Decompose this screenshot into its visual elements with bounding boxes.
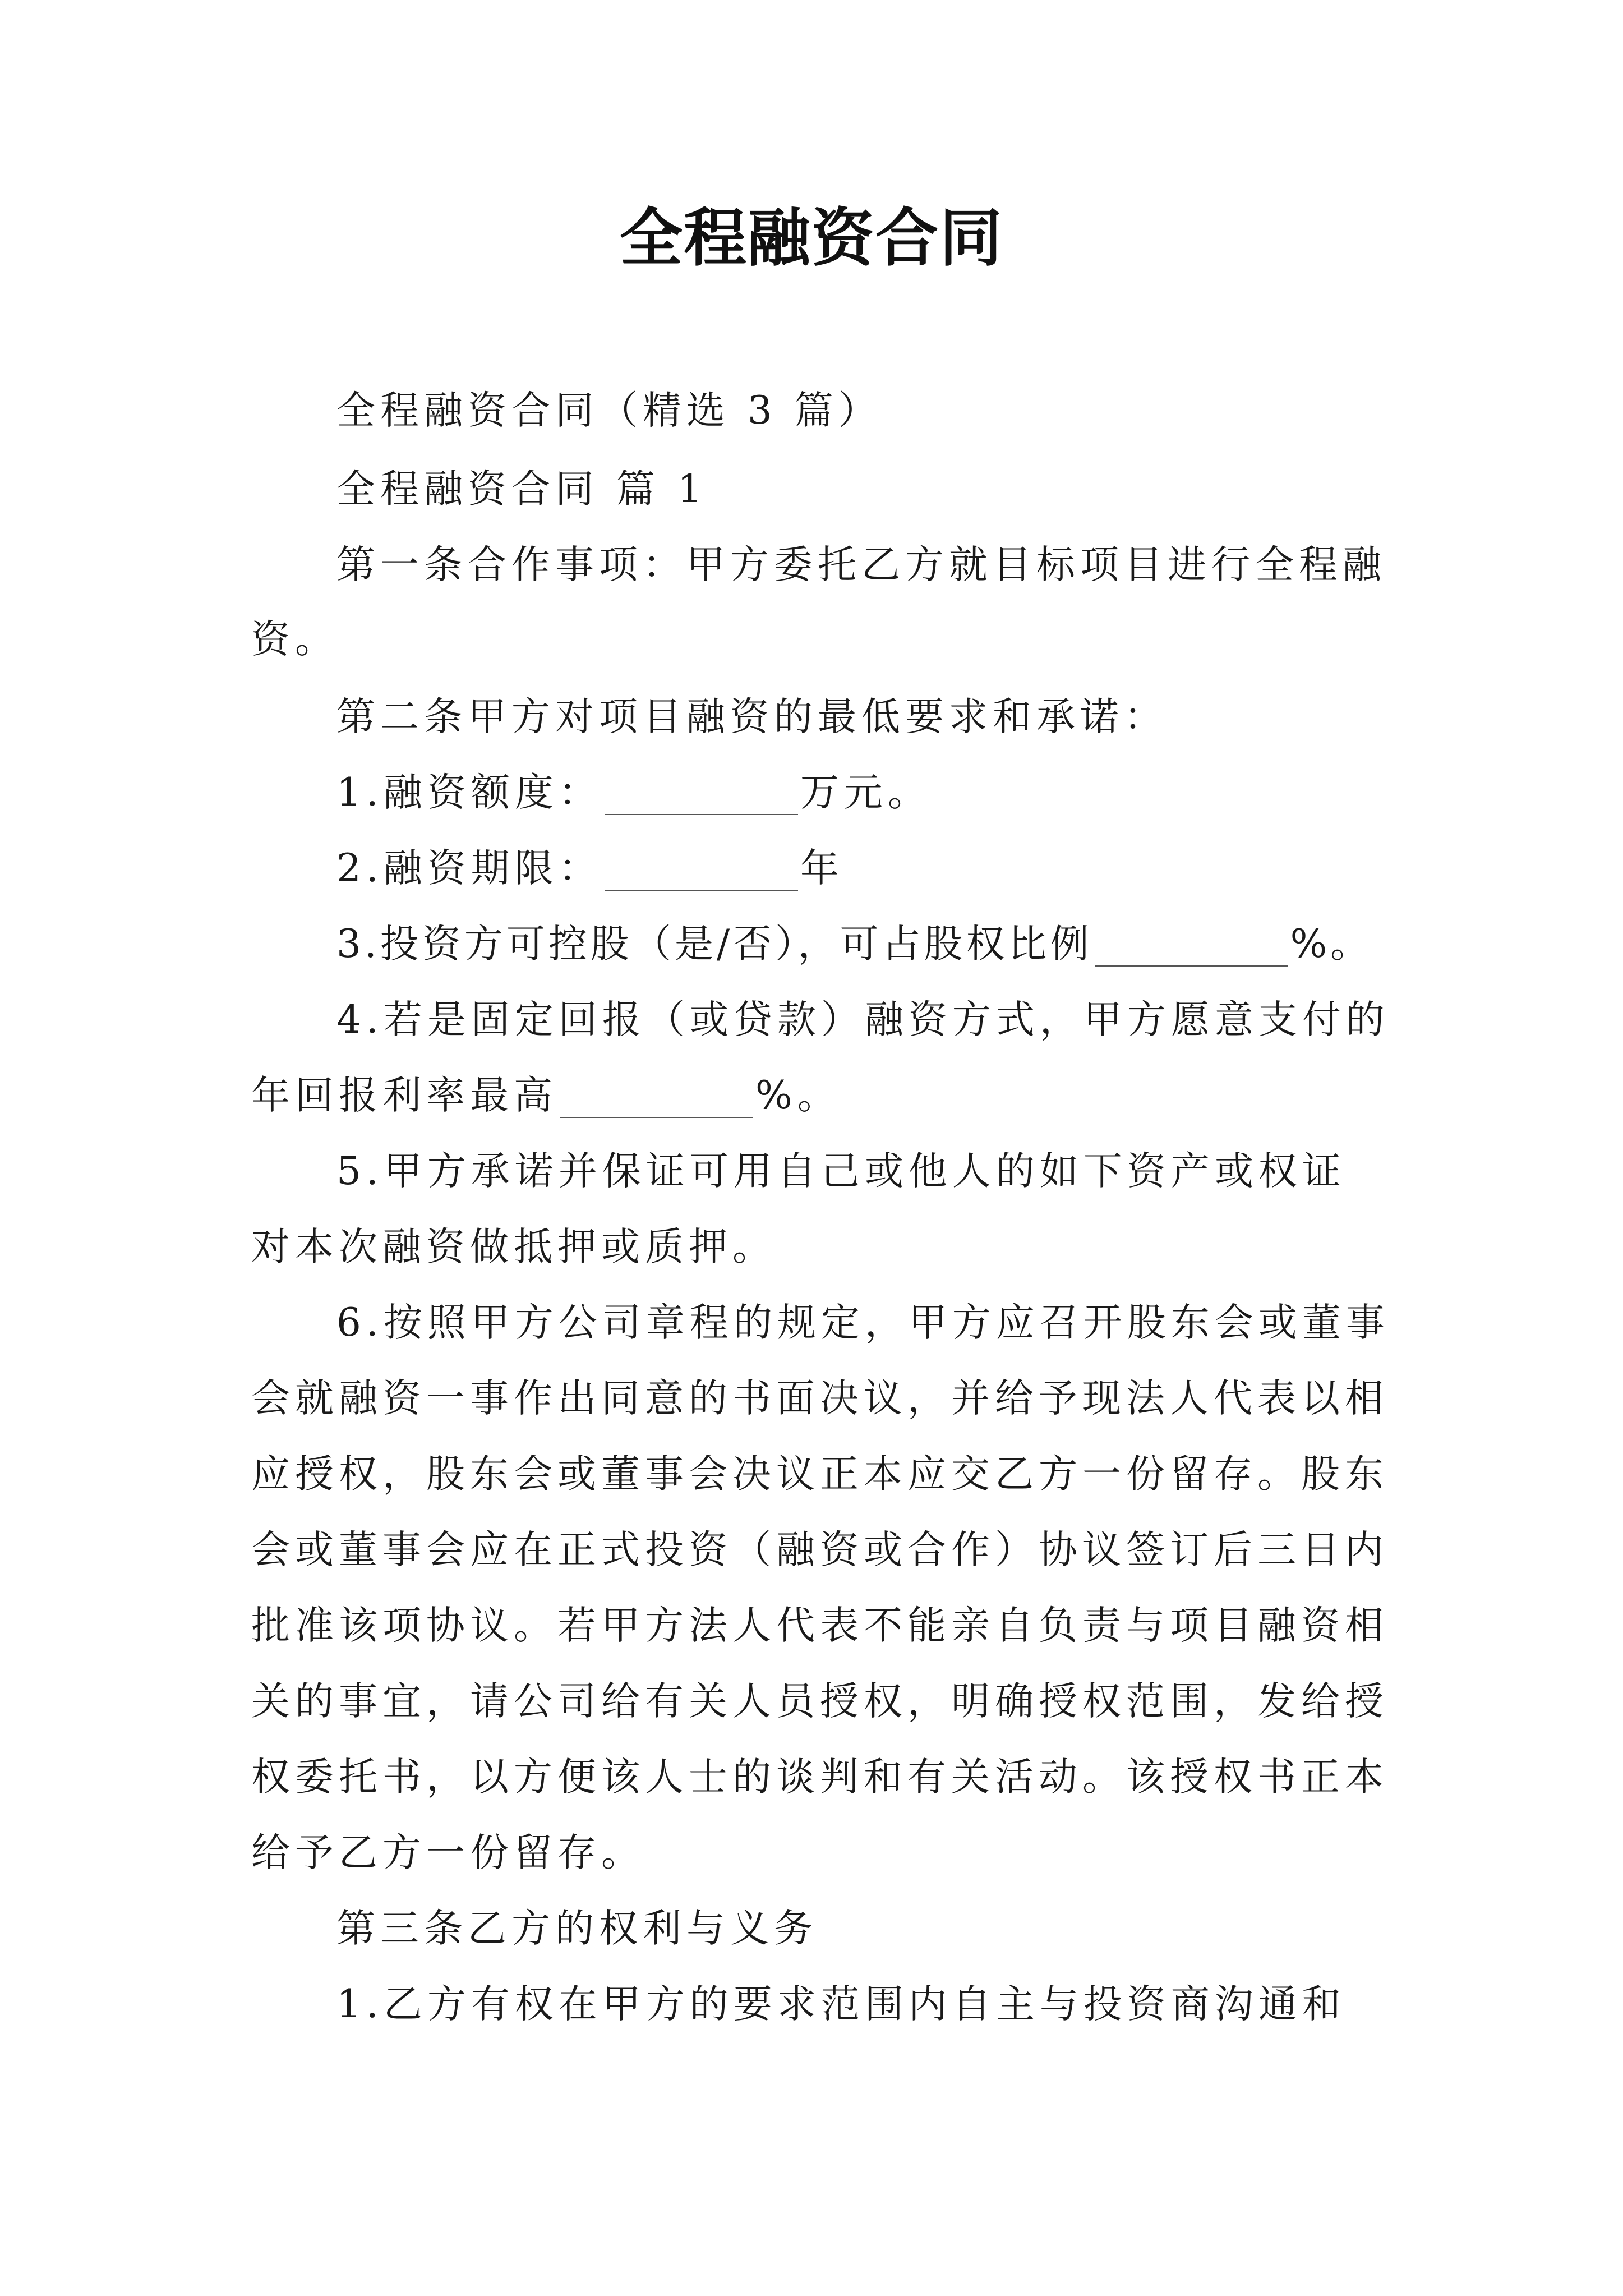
item-3-unit: %。 [1290, 922, 1373, 967]
item-6-line-4: 会或董事会应在正式投资（融资或合作）协议签订后三日内 [251, 1527, 1389, 1572]
item-4-fill-blank [560, 1078, 753, 1118]
item-3-equity-ratio [336, 922, 1492, 967]
section-heading: 全程融资合同 篇 1 [336, 467, 707, 512]
item-2-fill-blank [605, 850, 798, 891]
item-6-line-1: 6.按照甲方公司章程的规定，甲方应召开股东会或董事 [336, 1300, 1390, 1345]
item-3-fill-blank [1095, 926, 1288, 967]
item-1-label: 1.融资额度： [336, 770, 602, 815]
item-4-line-2 [251, 1073, 1407, 1118]
item-1-financing-amount [336, 770, 1492, 815]
item-1-unit: 万元。 [800, 770, 932, 815]
item-3-label: 3.投资方可控股（是/否），可占股权比例 [336, 922, 1092, 967]
article-3-item-1-line-1: 1.乙方有权在甲方的要求范围内自主与投资商沟通和 [336, 1982, 1346, 2027]
article-2-heading: 第二条甲方对项目融资的最低要求和承诺： [336, 694, 1168, 739]
article-1-line-2: 资。 [251, 617, 339, 662]
document-title: 全程融资合同 [620, 201, 1003, 275]
item-1-fill-blank [605, 775, 798, 815]
item-6-line-2: 会就融资一事作出同意的书面决议，并给予现法人代表以相 [251, 1376, 1389, 1421]
item-4-label: 年回报利率最高 [251, 1073, 557, 1118]
item-2-label: 2.融资期限： [336, 846, 602, 891]
item-5-line-1: 5.甲方承诺并保证可用自己或他人的如下资产或权证 [336, 1149, 1346, 1194]
item-2-financing-term [336, 846, 1492, 891]
item-6-line-3: 应授权，股东会或董事会决议正本应交乙方一份留存。股东 [251, 1452, 1389, 1497]
item-2-unit: 年 [800, 846, 844, 891]
item-5-line-2: 对本次融资做抵押或质押。 [251, 1225, 776, 1269]
item-6-line-7: 权委托书，以方便该人士的谈判和有关活动。该授权书正本 [251, 1755, 1389, 1800]
item-6-line-6: 关的事宜，请公司给有关人员授权，明确授权范围，发给授 [251, 1679, 1389, 1724]
item-4-unit: %。 [755, 1073, 841, 1118]
article-3-heading: 第三条乙方的权利与义务 [336, 1906, 818, 1951]
document-subtitle: 全程融资合同（精选 3 篇） [336, 388, 882, 433]
item-4-line-1: 4.若是固定回报（或贷款）融资方式，甲方愿意支付的 [336, 997, 1390, 1042]
item-6-line-8: 给予乙方一份留存。 [251, 1830, 645, 1875]
article-1-line-1: 第一条合作事项：甲方委托乙方就目标项目进行全程融 [336, 542, 1386, 587]
item-6-line-5: 批准该项协议。若甲方法人代表不能亲自负责与项目融资相 [251, 1603, 1389, 1648]
